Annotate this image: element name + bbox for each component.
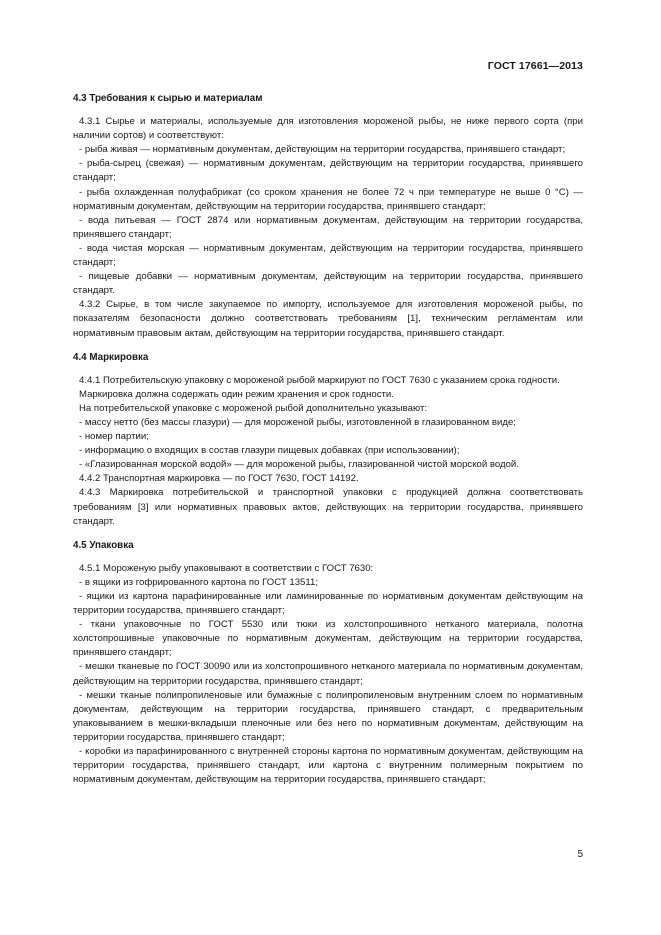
paragraph: На потребительской упаковке с мороженой рыбой дополнительно указывают: [79, 402, 428, 414]
list-item: - пищевые добавки — нормативным документам, действующим на территории государства, принявшего стандарт. [73, 271, 583, 297]
paragraph: 4.4.2 Транспортная маркировка — по ГОСТ 7630, ГОСТ 14192. [79, 473, 359, 485]
paragraph: 4.4.1 Потребительскую упаковку с мороженой рыбой маркируют по ГОСТ 7630 с указанием срока годности. [79, 374, 560, 386]
section-spacer [73, 341, 583, 351]
list-item: - рыба охлажденная полуфабрикат (со сроком хранения не более 72 ч при температуре не выше 0 °С) — нормативным документам, действующим на территории государства, принявшего стандарт; [73, 186, 583, 212]
list-item: - номер партии; [79, 431, 149, 443]
list-item: - вода чистая морская — нормативным документам, действующим на территории государства, принявшего стандарт; [73, 242, 583, 269]
paragraph: Маркировка должна содержать один режим хранения и срок годности. [79, 388, 394, 400]
list-item: - в ящики из гофрированного картона по ГОСТ 13511; [79, 576, 319, 588]
paragraph: 4.3.1 Сырье и материалы, используемые для изготовления мороженой рыбы, не ниже первого сорта (при наличии сортов) и соответствуют: [73, 116, 583, 142]
section-heading: 4.4 Маркировка [73, 351, 149, 363]
list-item: - ткани упаковочные по ГОСТ 5530 или тюки из холстопрошивного нетканого материала, полотна холстопрошивные упаковочные по нормативным документам, действующим на территории государства, принявшего стандарт; [73, 619, 583, 659]
list-item: - вода питьевая — ГОСТ 2874 или нормативным документам, действующим на территории государства, принявшего стандарт; [73, 214, 583, 240]
paragraph: 4.5.1 Мороженую рыбу упаковывают в соответствии с ГОСТ 7630: [79, 562, 374, 574]
list-item: - ящики из картона парафинированные или ламинированные по нормативным документам действующим на территории государства, принявшего стандарт; [73, 591, 583, 617]
section-heading: 4.5 Упаковка [73, 539, 134, 551]
document-body [73, 92, 583, 787]
list-item: - рыба живая — нормативным документам, действующим на территории государства, принявшего стандарт; [79, 144, 566, 156]
list-item: - рыба-сырец (свежая) — нормативным документам, действующим на территории государства, принявшего стандарт; [73, 158, 583, 184]
list-item: - «Глазированная морской водой» — для мороженой рыбы, глазированной чистой морской водой. [79, 459, 519, 471]
heading-spacer [73, 106, 583, 115]
list-item: - мешки тканые полипропиленовые или бумажные с полипропиленовым внутренним слоем по нормативным документам, действующим на территории государства, принявшего стандарт, с предварительным упаковыванием в мешки-вкладыши пленочные или без него по нормативным документам, действующим на территории государства, принявшего стандарт; [73, 689, 583, 743]
section-heading: 4.3 Требования к сырью и материалам [73, 93, 263, 104]
page-number: 5 [577, 849, 583, 860]
paragraph: 4.3.2 Сырье, в том числе закупаемое по импорту, используемое для изготовления мороженой рыбы, по показателям безопасности должно соответствовать требованиям [1], техническим регламентам или нормативным правовым актам, действующим на территории государства, принявшего стандарт. [73, 299, 583, 339]
list-item: - коробки из парафинированного с внутренней стороны картона по нормативным документам, действующим на территории государства, принявшего стандарт, или картона с внутренним полимерным покрытием по нормативным документам, действующим на территории государства, принявшего стандарт; [73, 746, 583, 786]
list-item: - мешки тканевые по ГОСТ 30090 или из холстопрошивного нетканого материала по нормативным документам, действующим на территории государства, принявшего стандарт; [73, 661, 583, 687]
section-spacer [73, 529, 583, 539]
list-item: - массу нетто (без массы глазури) — для мороженой рыбы, изготовленной в глазированном виде; [79, 416, 516, 428]
document-header-id: ГОСТ 17661—2013 [487, 60, 583, 72]
paragraph: 4.4.3 Маркировка потребительской и транспортной упаковки с продукцией должна соответствовать требованиям [3] или нормативных правовых актов, действующих на территории государства, принявшего стандарт. [73, 487, 583, 527]
heading-spacer [73, 365, 583, 374]
list-item: - информацию о входящих в состав глазури пищевых добавках (при использовании); [79, 445, 460, 457]
heading-spacer [73, 553, 583, 562]
